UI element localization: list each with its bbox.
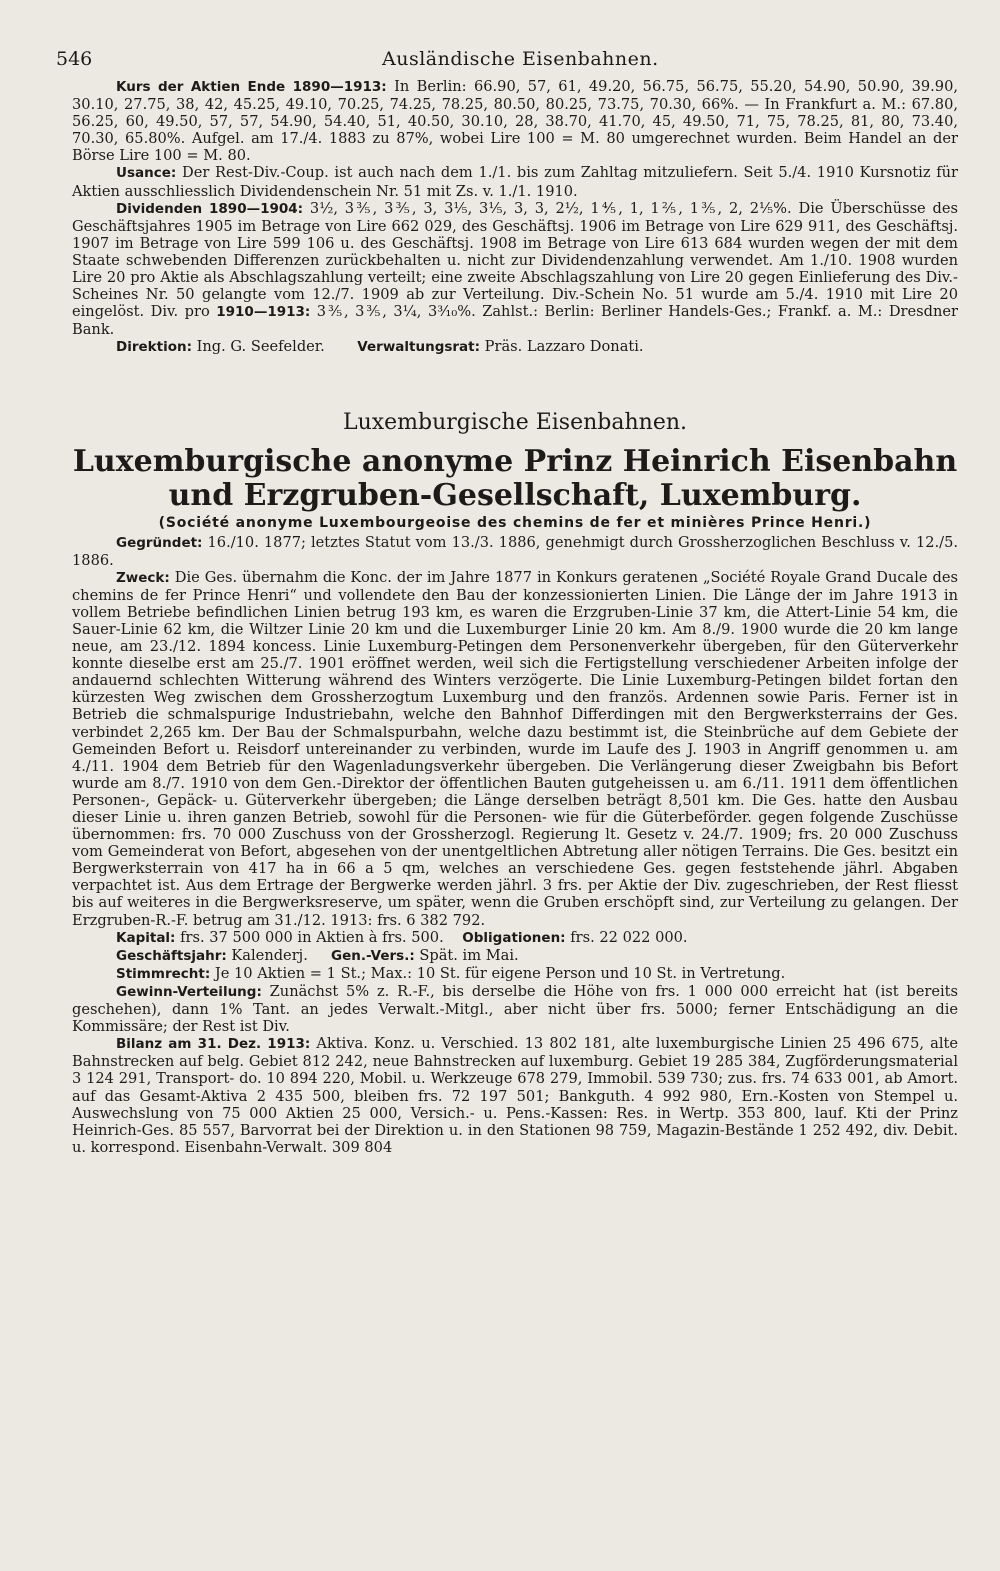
running-head bbox=[56, 48, 958, 78]
gegruendet-paragraph bbox=[72, 534, 958, 569]
company-french-name: (Société anonyme Luxembourgeoise des chemins de fer et minières Prince Henri.) bbox=[158, 514, 872, 531]
direktion-label: Direktion: bbox=[116, 339, 192, 356]
bilanz-text: Aktiva. Konz. u. Verschied. 13 802 181, alte luxemburgische Linien 25 496 675, alte Bahnstrecken auf belg. Gebiet 812 242, neue Bahnstrecken auf luxemburg. Gebiet 19 285 384, Zugförderungsmaterial 3 124 291, Transport- do. 10 894 220, Mobil. u. Werkzeuge 678 279, Immobil. 539 730; zus. frs. 74 633 001, ab Amort. auf das Gesamt-Aktiva 2 435 500, bleiben frs. 72 197 501; Bankguth. 4 992 980, Ern.-Kosten von Stempel u. Auswechslung von 75 000 Aktien 25 000, Versich.- u. Pens.-Kassen: Res. in Wertp. 353 800, lauf. Kti der Prinz Heinrich-Ges. 85 557, Barvorrat bei der Direktion u. in den Stationen 98 759, Magazin-Bestände 1 252 492, div. Debit. u. korrespond. Eisenbahn-Verwalt. 309 804 bbox=[72, 1035, 958, 1156]
page-number: 546 bbox=[56, 48, 93, 70]
dividenden-text: 3½, 3⅗, 3⅗, 3, 3⅕, 3⅕, 3, 3, 2½, 1⅘, 1, 1⅖, 1⅗, 2, 2⅕%. Die Überschüsse des Geschäftsjahres 1905 im Betrage von Lire 662 029, des Geschäftsj. 1906 im Betrage von Lire 629 911, des Geschäftsj. 1907 im Betrage von Lire 599 106 u. des Geschäftsj. 1908 im Betrage von Lire 613 684 wurden wegen der mit dem Staate schwebenden Differenzen zurückbehalten u. nicht zur Dividendenzahlung verwendet. Am 1./10. 1908 wurden Lire 20 pro Aktie als Abschlagszahlung verteilt; eine zweite Abschlagszahlung von Lire 20 gegen Einlieferung des Div.-Scheines Nr. 50 gelangte vom 12./7. 1909 ab zur Verteilung. Div.-Schein No. 51 wurde am 5./4. 1910 mit Lire 20 eingelöst. Div. pro bbox=[72, 199, 958, 321]
usance-paragraph bbox=[72, 164, 958, 199]
stimmrecht-text: Je 10 Aktien = 1 St.; Max.: 10 St. für eigene Person und 10 St. in Vertretung. bbox=[214, 964, 786, 982]
zweck-label: Zweck: bbox=[116, 569, 170, 586]
div-pro-label: 1910—1913: bbox=[216, 304, 311, 321]
stimmrecht-paragraph bbox=[72, 965, 958, 983]
verwaltungsrat-label: Verwaltungsrat: bbox=[357, 339, 481, 356]
gegruendet-label: Gegründet: bbox=[116, 534, 203, 551]
gewinn-label: Gewinn-Verteilung: bbox=[116, 983, 262, 1000]
section-spacer bbox=[72, 357, 958, 409]
kapital-paragraph bbox=[72, 929, 958, 947]
geschaeftsjahr-label: Geschäftsjahr: bbox=[116, 947, 227, 964]
obligationen-label: Obligationen: bbox=[462, 929, 566, 946]
usance-label: Usance: bbox=[116, 165, 177, 182]
company-name-line2: und Erzgruben-Gesellschaft, Luxemburg. bbox=[168, 477, 862, 513]
kapital-label: Kapital: bbox=[116, 929, 176, 946]
verwaltungsrat-text: Präs. Lazzaro Donati. bbox=[484, 338, 644, 356]
gegruendet-text: 16./10. 1877; letztes Statut vom 13./3. 1886, genehmigt durch Grossherzoglichen Beschluss v. 12./5. 1886. bbox=[72, 533, 958, 569]
geschaeftsjahr-paragraph bbox=[72, 947, 958, 965]
company-name-line1: Luxemburgische anonyme Prinz Heinrich Eisenbahn bbox=[72, 443, 958, 479]
dividenden-label: Dividenden 1890—1904: bbox=[116, 200, 304, 217]
running-title: Ausländische Eisenbahnen. bbox=[382, 48, 659, 70]
zweck-paragraph bbox=[72, 569, 958, 929]
gewinn-text: Zunächst 5% z. R.-F., bis derselbe die Höhe von frs. 1 000 000 erreicht hat (ist bereits geschehen), dann 1% Tant. an jedes Verwalt.-Mitgl., aber nicht über frs. 5000; ferner Entschädigung an die Kommissäre; der Rest ist Div. bbox=[72, 982, 958, 1036]
genvers-text: Spät. im Mai. bbox=[419, 946, 519, 964]
dividenden-paragraph bbox=[72, 200, 958, 339]
div-pro-text: 3⅗, 3⅗, 3¼, 3³⁄₁₀%. Zahlst.: Berlin: Berliner Handels-Ges.; Frankf. a. M.: Dresdner Bank. bbox=[72, 303, 958, 339]
kurs-text: In Berlin: 66.90, 57, 61, 49.20, 56.75, 56.75, 55.20, 54.90, 50.90, 39.90, 30.10, 27.75, 38, 42, 45.25, 49.10, 70.25, 74.25, 78.25, 80.50, 80.25, 73.75, 70.30, 66%. — In Frankfurt a. M.: 67.80, 56.25, 60, 49.50, 57, 57, 54.90, 54.40, 51, 40.50, 30.10, 28, 38.70, 41.70, 45, 49.50, 71, 75, 78.25, 81, 80, 73.40, 70.30, 65.80%. Aufgel. am 17./4. 1883 zu 87%, wobei Lire 100 = M. 80 umgerechnet wurden. Beim Handel an der Börse Lire 100 = M. 80. bbox=[72, 78, 958, 165]
bilanz-paragraph bbox=[72, 1035, 958, 1156]
company-name bbox=[72, 445, 958, 513]
kapital-text: frs. 37 500 000 in Aktien à frs. 500. bbox=[180, 928, 444, 946]
gewinn-paragraph bbox=[72, 983, 958, 1035]
kurs-label: Kurs der Aktien Ende 1890—1913: bbox=[116, 79, 387, 95]
geschaeftsjahr-text: Kalenderj. bbox=[231, 946, 308, 964]
obligationen-text: frs. 22 022 000. bbox=[570, 928, 688, 946]
bilanz-label: Bilanz am 31. Dez. 1913: bbox=[116, 1036, 311, 1053]
usance-text: Der Rest-Div.-Coup. ist auch nach dem 1./1. bis zum Zahltag mitzuliefern. Seit 5./4. 1910 Kursnotiz für Aktien ausschliesslich Dividendenschein Nr. 51 mit Zs. v. 1./1. 1910. bbox=[72, 164, 958, 200]
genvers-label: Gen.-Vers.: bbox=[331, 947, 415, 964]
section-heading: Luxemburgische Eisenbahnen. bbox=[342, 409, 688, 435]
kurs-paragraph bbox=[72, 78, 958, 164]
zweck-text: Die Ges. übernahm die Konc. der im Jahre 1877 in Konkurs geratenen „Société Royale Grand Ducale des chemins de fer Prince Henri“ und vollendete den Bau der konzessionierten Linien. Die Länge der im Jahre 1913 in vollem Betriebe befindlichen Linien betrug 193 km, es waren die Erzgruben-Linie 37 km, die Attert-Linie 54 km, die Sauer-Linie 62 km, die Wiltzer Linie 20 km und die Luxemburger Linie 20 km. Am 8./9. 1900 wurde die 20 km lange neue, am 23./12. 1894 koncess. Linie Luxemburg-Petingen dem Personenverkehr übergeben, für den Güterverkehr konnte dieselbe erst am 25./7. 1901 eröffnet werden, weil sich die Fertigstellung verschiedener Arbeiten infolge der andauernd schlechten Witterung während des Winters verzögerte. Die Linie Luxemburg-Petingen bildet fortan den kürzesten Weg zwischen dem Grossherzogtum Luxemburg und den französ. Ardennen sowie Paris. Ferner ist in Betrieb die schmalspurige Industriebahn, welche den Bahnhof Differdingen mit den Bergwerksterrains der Ges. verbindet 2,265 km. Der Bau der Schmalspurbahn, welche dazu bestimmt ist, die Steinbrüche auf dem Gebiete der Gemeinden Befort u. Reisdorf untereinander zu verbinden, wurde im Laufe des J. 1903 in Angriff genommen u. am 4./11. 1904 dem Betrieb für den Wagenladungsverkehr übergeben. Die Verlängerung dieser Zweigbahn bis Befort wurde am 8./7. 1910 von dem Gen.-Direktor der öffentlichen Bauten gutgeheissen u. am 6./11. 1911 dem öffentlichen Personen-, Gepäck- u. Güterverkehr übergeben; die Länge derselben beträgt 8,501 km. Die Ges. hatte den Ausbau dieser Linie u. ihren ganzen Betrieb, sowohl für die Personen- wie für die Güterbeförder. gegen folgende Zuschüsse übernommen: frs. 70 000 Zuschuss von der Grossherzogl. Regierung lt. Gesetz v. 24./7. 1909; frs. 20 000 Zuschuss vom Gemeinderat von Befort, abgesehen von der unentgeltlichen Abtretung aller nötigen Terrains. Die Ges. besitzt ein Bergwerksterrain von 417 ha in 66 a 5 qm, welches an verschiedene Ges. gegen feststehende jährl. Abgaben verpachtet ist. Aus dem Ertrage der Bergwerke werden jährl. 3 frs. per Aktie der Div. zugeschrieben, der Rest fliesst bis auf weiteres in die Bergwerksreserve, um später, wenn die Gruben erschöpft sind, zur Verteilung zu gelangen. Der Erzgruben-R.-F. betrug am 31./12. 1913: frs. 6 382 792. bbox=[72, 568, 959, 929]
direktion-text: Ing. G. Seefelder. bbox=[196, 338, 325, 356]
stimmrecht-label: Stimmrecht: bbox=[116, 965, 211, 982]
direktion-paragraph bbox=[72, 338, 958, 356]
